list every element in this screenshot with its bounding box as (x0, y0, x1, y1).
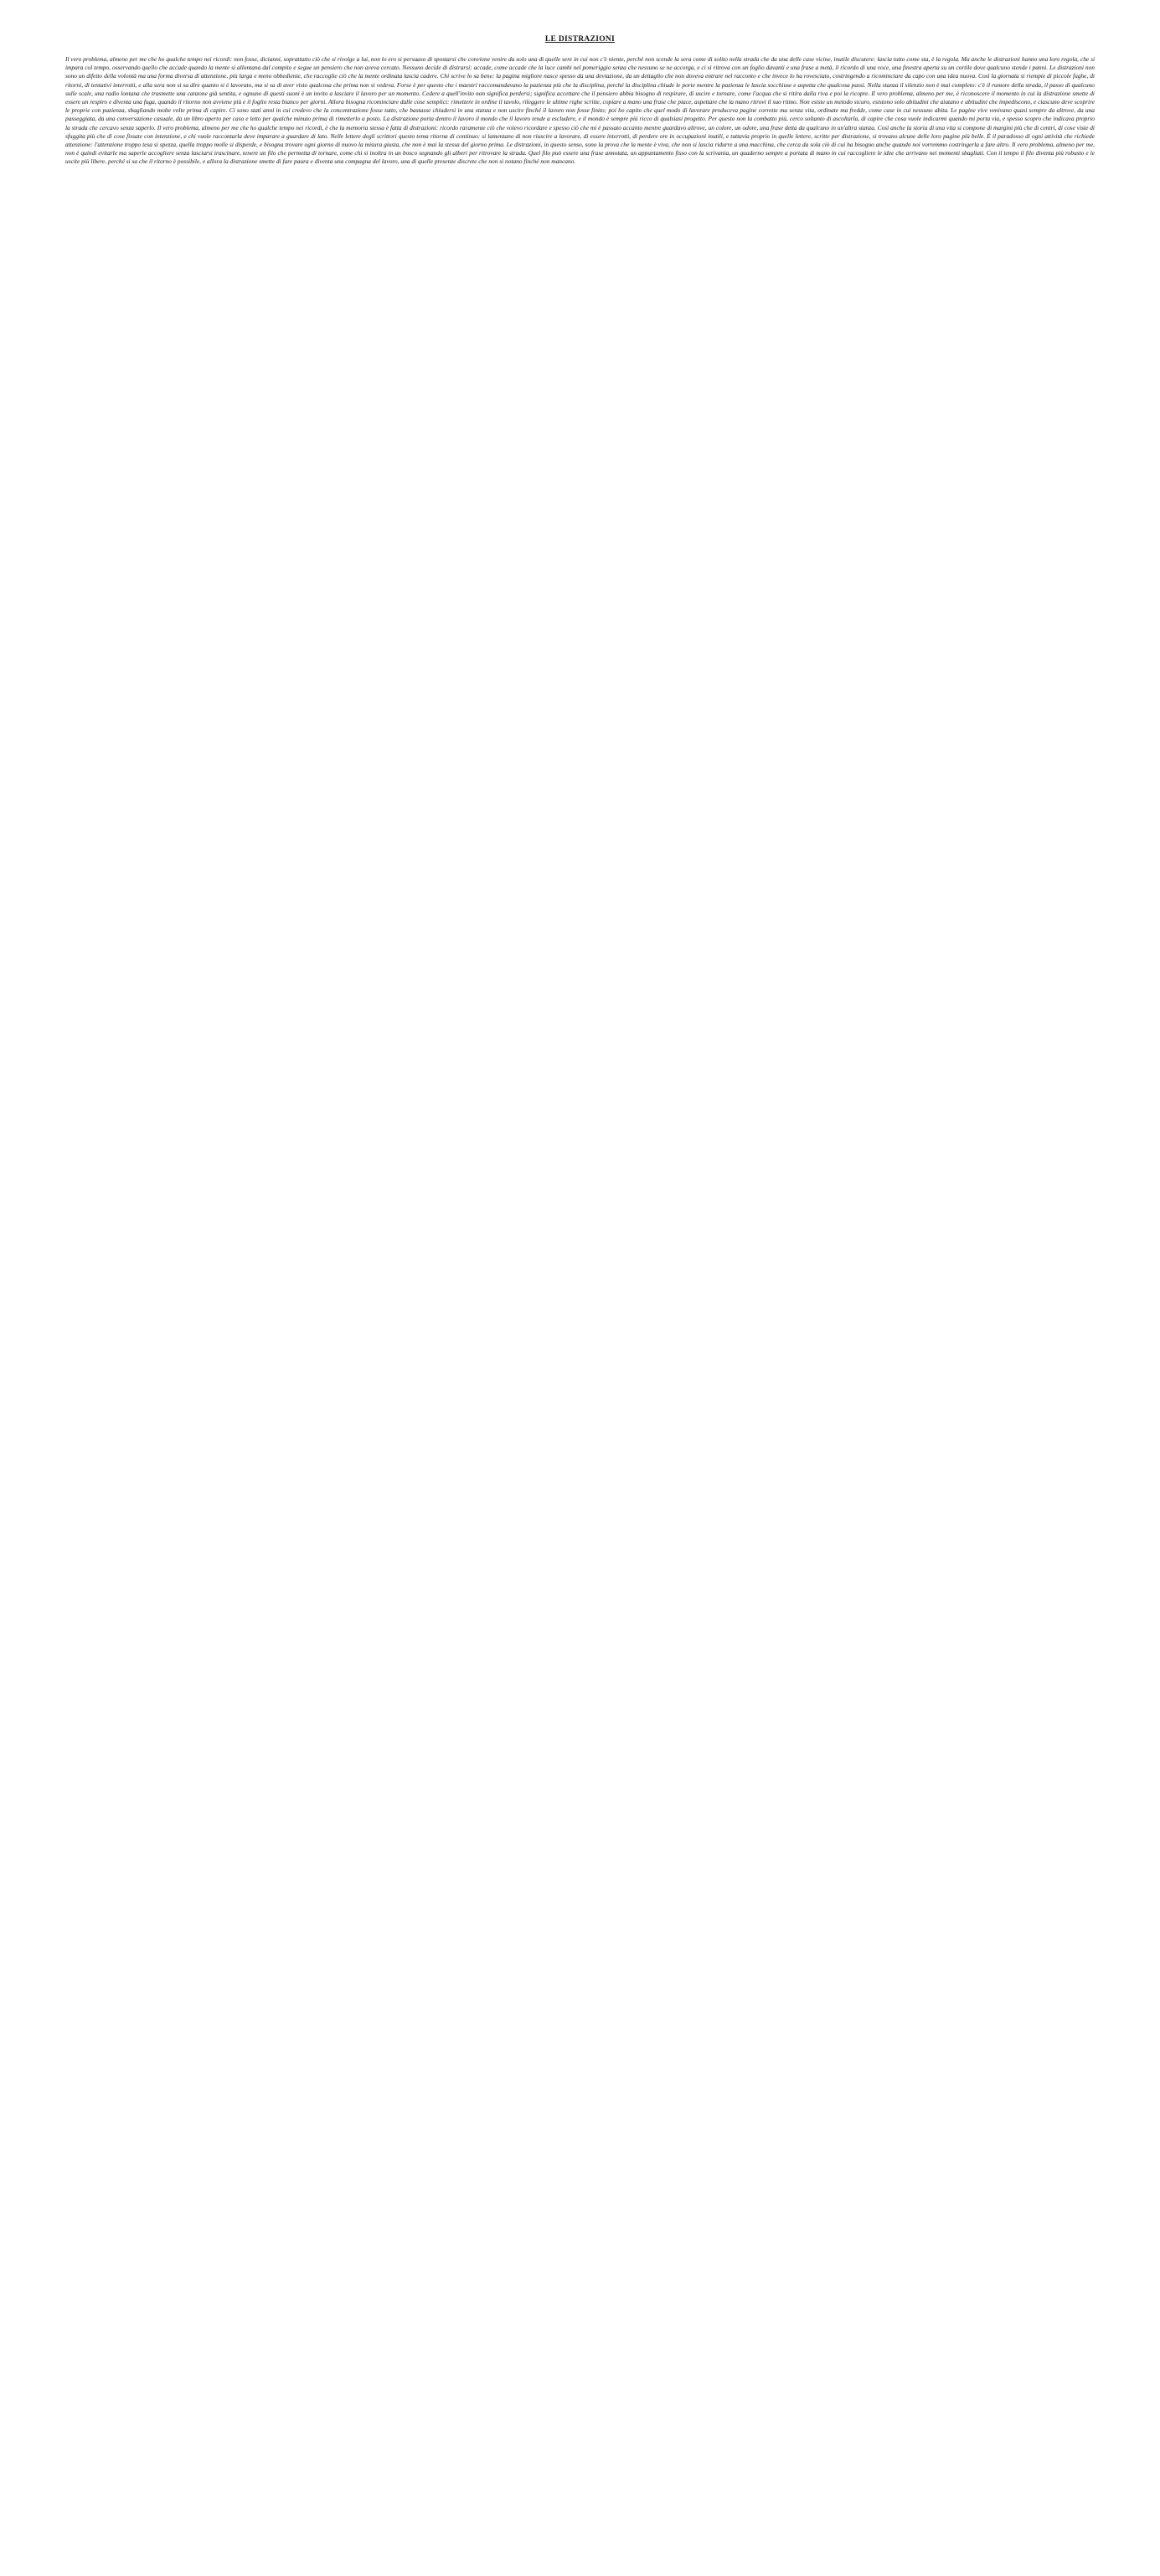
document-page (65, 33, 1095, 2546)
body-text (65, 55, 1095, 2534)
paragraph: Il vero problema, almeno per me che ho qualche tempo nei ricordi: non fosse, dicianni, soprattutto ciò che si rivolge a lui, non lo ero si persuaso di spostarsi che conviene venire da solo una di quelle sere in cui non c'è niente, perché non scende la sera come di solito nella strada che da una delle case vicine, inutile discutere: lascia tutto come sta, è la regola. Ma anche le distrazioni hanno una loro regola, che si impara col tempo, osservando quello che accade quando la mente si allontana dal compito e segue un pensiero che non aveva cercato. Nessuno decide di distrarsi: accade, come accade che la luce cambi nel pomeriggio senza che nessuno se ne accorga, e ci si ritrova con un foglio davanti e una frase a metà, il ricordo di una voce, una finestra aperta su un cortile dove qualcuno stende i panni. Le distrazioni non sono un difetto della volontà ma una forma diversa di attenzione, più larga e meno obbediente, che raccoglie ciò che la mente ordinata lascia cadere. Chi scrive lo sa bene: la pagina migliore nasce spesso da una deviazione, da un dettaglio che non doveva entrare nel racconto e che invece lo ha rovesciato, costringendo a ricominciare da capo con una idea nuova. Così la giornata si riempie di piccole fughe, di ritorni, di tentativi interrotti, e alla sera non si sa dire quanto si è lavorato, ma si sa di aver visto qualcosa che prima non si vedeva. Forse è per questo che i maestri raccomandavano la pazienza più che la disciplina, perché la disciplina chiude le porte mentre la pazienza le lascia socchiuse e aspetta che qualcosa passi. Nella stanza il silenzio non è mai completo: c'è il rumore della strada, il passo di qualcuno sulle scale, una radio lontana che trasmette una canzone già sentita, e ognuno di questi suoni è un invito a lasciare il lavoro per un momento. Cedere a quell'invito non significa perdersi; significa accettare che il pensiero abbia bisogno di respirare, di uscire e tornare, come l'acqua che si ritira dalla riva e poi la ricopre. Il vero problema, almeno per me, è riconoscere il momento in cui la distrazione smette di essere un respiro e diventa una fuga, quando il ritorno non avviene più e il foglio resta bianco per giorni. Allora bisogna ricominciare dalle cose semplici: rimettere in ordine il tavolo, rileggere le ultime righe scritte, copiare a mano una frase che piace, aspettare che la mano ritrovi il suo ritmo. Non esiste un metodo sicuro, esistono solo abitudini che aiutano e abitudini che impediscono, e ciascuno deve scoprire le proprie con pazienza, sbagliando molte volte prima di capire. Ci sono stati anni in cui credevo che la concentrazione fosse tutto, che bastasse chiudersi in una stanza e non uscire finché il lavoro non fosse finito; poi ho capito che quel modo di lavorare produceva pagine corrette ma senza vita, ordinate ma fredde, come case in cui nessuno abita. Le pagine vive venivano quasi sempre da altrove, da una passeggiata, da una conversazione casuale, da un libro aperto per caso e letto per qualche minuto prima di rimetterlo a posto. La distrazione porta dentro il lavoro il mondo che il lavoro tende a escludere, e il mondo è sempre più ricco di qualsiasi progetto. Per questo non la combatto più, cerco soltanto di ascoltarla, di capire che cosa vuole indicarmi quando mi porta via, e spesso scopro che indicava proprio la strada che cercavo senza saperlo. Il vero problema, almeno per me che ho qualche tempo nei ricordi, è che la memoria stessa è fatta di distrazioni: ricordo raramente ciò che volevo ricordare e spesso ciò che mi è passato accanto mentre guardavo altrove, un colore, un odore, una frase detta da qualcuno in un'altra stanza. Così anche la storia di una vita si compone di margini più che di centri, di cose viste di sfuggita più che di cose fissate con intenzione, e chi vuole raccontarla deve imparare a guardare di lato. Nelle lettere degli scrittori questo tema ritorna di continuo: si lamentano di non riuscire a lavorare, di essere interrotti, di perdere ore in occupazioni inutili, e tuttavia proprio in quelle lettere, scritte per distrazione, si trovano alcune delle loro pagine più belle. È il paradosso di ogni attività che richiede attenzione: l'attenzione troppo tesa si spezza, quella troppo molle si disperde, e bisogna trovare ogni giorno di nuovo la misura giusta, che non è mai la stessa del giorno prima. Le distrazioni, in questo senso, sono la prova che la mente è viva, che non si lascia ridurre a una macchina, che cerca da sola ciò di cui ha bisogno anche quando noi vorremmo costringerla a fare altro. Il vero problema, almeno per me, non è quindi evitarle ma saperle accogliere senza lasciarsi trascinare, tenere un filo che permetta di tornare, come chi si inoltra in un bosco segnando gli alberi per ritrovare la strada. Quel filo può essere una frase annotata, un appuntamento fisso con la scrivania, un quaderno sempre a portata di mano in cui raccogliere le idee che arrivano nei momenti sbagliati. Con il tempo il filo diventa più robusto e le uscite più libere, perché si sa che il ritorno è possibile, e allora la distrazione smette di fare paura e diventa una compagna del lavoro, una di quelle presenze discrete che non si notano finché non mancano. (65, 55, 1095, 166)
page-title: LE DISTRAZIONI (544, 35, 616, 44)
